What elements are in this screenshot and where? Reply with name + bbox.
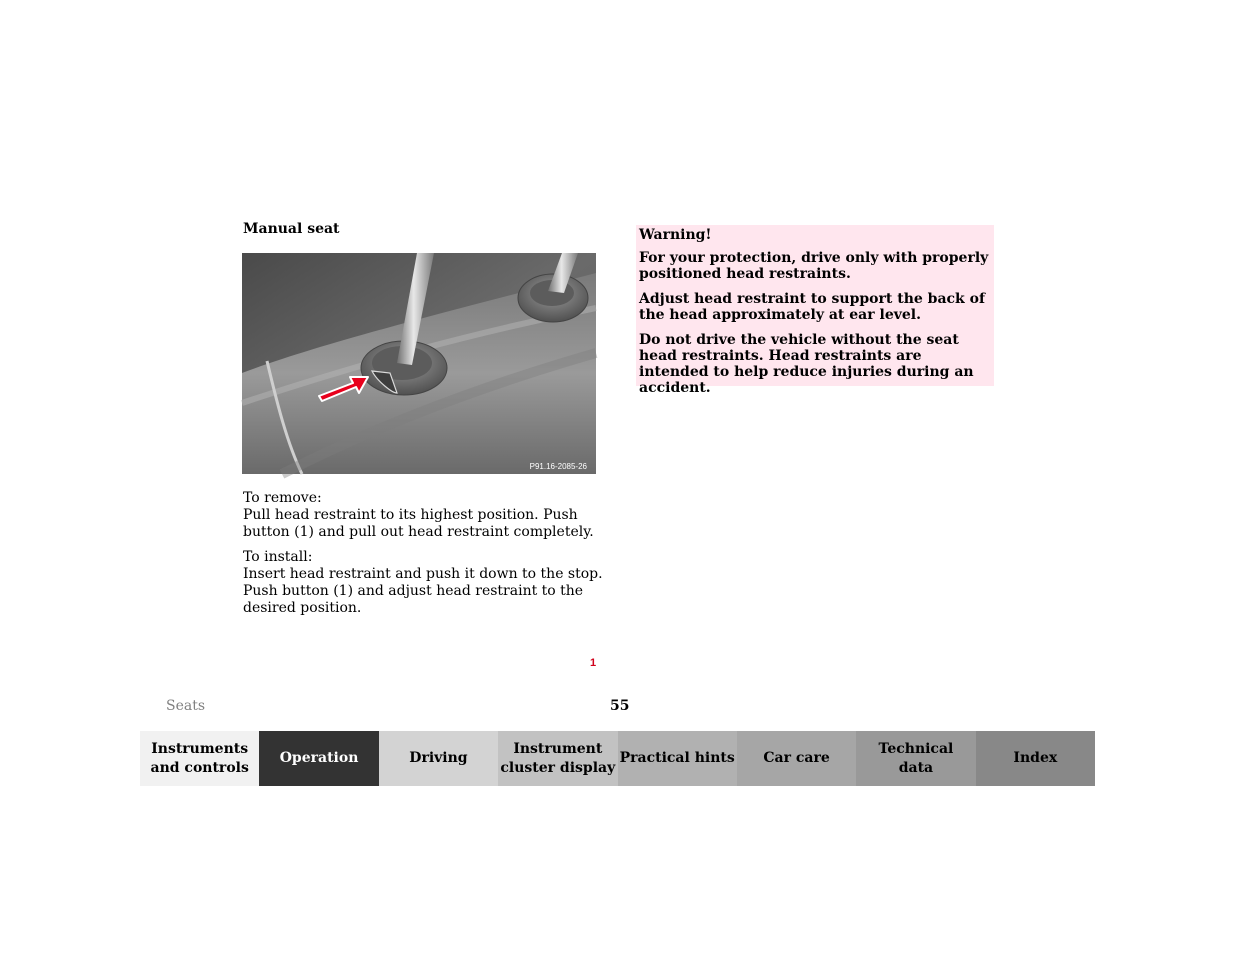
tab-label: Practical hints [619, 750, 735, 766]
tab-label-line2: data [898, 759, 934, 776]
warning-title: Warning! [639, 227, 712, 243]
warning-paragraph: For your protection, drive only with properly positioned head restraints. [639, 250, 989, 282]
tab-label-line2: cluster display [500, 759, 616, 776]
seat-illustration [242, 253, 596, 474]
tab-car-care[interactable] [737, 731, 856, 786]
section-title: Manual seat [243, 221, 340, 237]
chapter-navigation [140, 731, 1095, 786]
tab-label-line1: Instruments [151, 740, 249, 757]
tab-instrument-cluster-display[interactable] [498, 731, 617, 786]
install-instructions [243, 549, 603, 617]
tab-label: Operation [279, 750, 359, 766]
tab-driving[interactable] [379, 731, 498, 786]
install-label: To install: [243, 549, 313, 565]
tab-index[interactable] [976, 731, 1095, 786]
tab-label-line1: Instrument [513, 740, 603, 757]
tab-label: Driving [409, 750, 468, 766]
tab-practical-hints[interactable] [618, 731, 737, 786]
warning-paragraph: Do not drive the vehicle without the seat head restraints. Head restraints are intended to help reduce injuries during an accident. [639, 332, 974, 396]
tab-operation[interactable] [259, 731, 378, 786]
warning-box [636, 225, 994, 396]
page-number: 55 [610, 698, 630, 714]
tab-label-line2: and controls [150, 759, 249, 776]
warning-paragraph: Adjust head restraint to support the back of the head approximately at ear level. [639, 291, 985, 323]
tab-label: Car care [763, 750, 830, 766]
tab-instruments-and-controls[interactable] [140, 731, 259, 786]
remove-label: To remove: [243, 490, 322, 506]
remove-instructions [243, 490, 603, 541]
tab-label: Index [1013, 750, 1058, 766]
figure-code: P91.16-2085-26 [529, 462, 587, 471]
remove-text: Pull head restraint to its highest position. Push button (1) and pull out head restraint completely. [243, 507, 594, 540]
footer-section-label: Seats [166, 698, 206, 714]
install-text: Insert head restraint and push it down to the stop. Push button (1) and adjust head restraint to the desired position. [243, 566, 603, 616]
tab-technical-data[interactable] [856, 731, 975, 786]
tab-label-line1: Technical [878, 740, 954, 757]
callout-number: 1 [587, 657, 599, 670]
